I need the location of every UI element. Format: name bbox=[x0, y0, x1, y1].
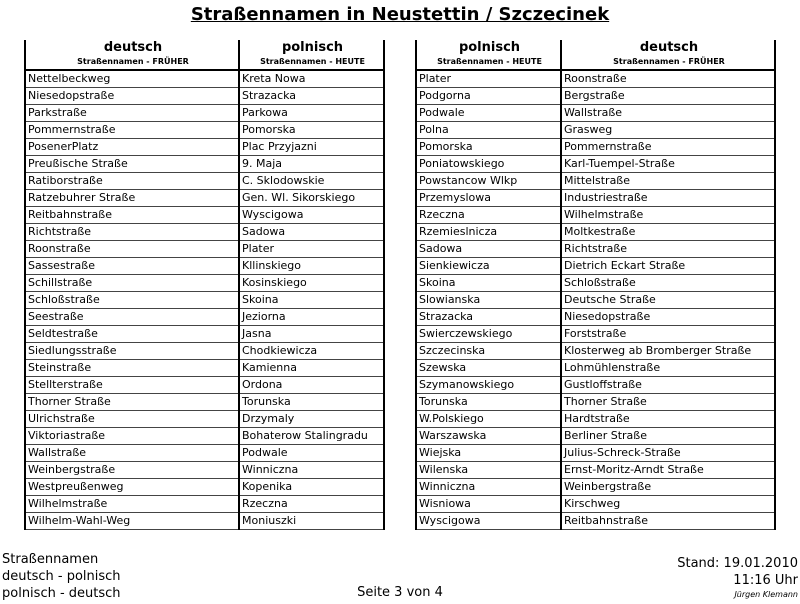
table-row bbox=[416, 496, 775, 513]
table-cell: Julius-Schreck-Straße bbox=[561, 445, 775, 462]
table-cell: Ulrichstraße bbox=[25, 411, 239, 428]
table-cell: Reitbahnstraße bbox=[25, 207, 239, 224]
table-cell: Berliner Straße bbox=[561, 428, 775, 445]
table-cell: Poniatowskiego bbox=[416, 156, 561, 173]
table-cell: Schillstraße bbox=[25, 275, 239, 292]
table-cell: Przemyslowa bbox=[416, 190, 561, 207]
table-cell: Kllinskiego bbox=[239, 258, 384, 275]
table-cell: Plater bbox=[239, 241, 384, 258]
table-cell: Ordona bbox=[239, 377, 384, 394]
table-cell: C. Sklodowskie bbox=[239, 173, 384, 190]
column-header-label: polnisch bbox=[458, 40, 521, 55]
table-cell: Bergstraße bbox=[561, 88, 775, 105]
table-cell: Westpreußenweg bbox=[25, 479, 239, 496]
table-cell: Chodkiewicza bbox=[239, 343, 384, 360]
column-header-label: polnisch bbox=[281, 40, 344, 55]
table-cell: Roonstraße bbox=[561, 70, 775, 88]
page-title: Straßennamen in Neustettin / Szczecinek bbox=[190, 4, 610, 25]
table-cell: Thorner Straße bbox=[25, 394, 239, 411]
table-row bbox=[25, 241, 384, 258]
table-cell: Siedlungsstraße bbox=[25, 343, 239, 360]
table-cell: Rzeczna bbox=[416, 207, 561, 224]
table-cell: Powstancow Wlkp bbox=[416, 173, 561, 190]
table-cell: Winniczna bbox=[416, 479, 561, 496]
table-cell: Skoina bbox=[416, 275, 561, 292]
table-cell: Podwale bbox=[239, 445, 384, 462]
table-row bbox=[416, 292, 775, 309]
table-row bbox=[25, 275, 384, 292]
table-cell: Skoina bbox=[239, 292, 384, 309]
table-row bbox=[25, 343, 384, 360]
table-cell: Kamienna bbox=[239, 360, 384, 377]
table-cell: Forststraße bbox=[561, 326, 775, 343]
table-cell: Szczecinska bbox=[416, 343, 561, 360]
footer-line: polnisch - deutsch bbox=[2, 586, 121, 601]
table-cell: Winniczna bbox=[239, 462, 384, 479]
table-row bbox=[416, 224, 775, 241]
table-row bbox=[25, 445, 384, 462]
table-cell: Kreta Nowa bbox=[239, 70, 384, 88]
table-cell: Richtstraße bbox=[561, 241, 775, 258]
table-cell: Sienkiewicza bbox=[416, 258, 561, 275]
table-row bbox=[25, 462, 384, 479]
table-row bbox=[416, 258, 775, 275]
table-cell: Wallstraße bbox=[25, 445, 239, 462]
table-row bbox=[416, 513, 775, 530]
table-cell: Ratzebuhrer Straße bbox=[25, 190, 239, 207]
table-row bbox=[25, 411, 384, 428]
table-cell: Nettelbeckweg bbox=[25, 70, 239, 88]
table-cell: Dietrich Eckart Straße bbox=[561, 258, 775, 275]
table-row bbox=[25, 224, 384, 241]
table-cell: Rzemieslnicza bbox=[416, 224, 561, 241]
table-cell: Seldtestraße bbox=[25, 326, 239, 343]
table-cell: Podwale bbox=[416, 105, 561, 122]
table-cell: Seestraße bbox=[25, 309, 239, 326]
table-row bbox=[416, 394, 775, 411]
table-cell: Gustloffstraße bbox=[561, 377, 775, 394]
column-header bbox=[561, 40, 775, 70]
table-cell: Ernst-Moritz-Arndt Straße bbox=[561, 462, 775, 479]
table-cell: Sadowa bbox=[416, 241, 561, 258]
street-table-polish-german bbox=[415, 40, 776, 530]
table-cell: Grasweg bbox=[561, 122, 775, 139]
column-header bbox=[239, 40, 384, 70]
table-row bbox=[25, 156, 384, 173]
table-cell: Wiejska bbox=[416, 445, 561, 462]
table-row bbox=[25, 394, 384, 411]
table-cell: Wyscigowa bbox=[239, 207, 384, 224]
column-header bbox=[25, 40, 239, 70]
table-row bbox=[416, 462, 775, 479]
table-cell: Moniuszki bbox=[239, 513, 384, 530]
table-cell: Plater bbox=[416, 70, 561, 88]
table-cell: Viktoriastraße bbox=[25, 428, 239, 445]
table-cell: Sassestraße bbox=[25, 258, 239, 275]
table-row bbox=[416, 173, 775, 190]
column-header-label: deutsch bbox=[103, 40, 163, 55]
table-cell: Swierczewskiego bbox=[416, 326, 561, 343]
table-cell: Lohmühlenstraße bbox=[561, 360, 775, 377]
table-cell: Wallstraße bbox=[561, 105, 775, 122]
table-row bbox=[416, 445, 775, 462]
table-row bbox=[416, 139, 775, 156]
table-cell: Klosterweg ab Bromberger Straße bbox=[561, 343, 775, 360]
table-cell: Mittelstraße bbox=[561, 173, 775, 190]
table-cell: Strazacka bbox=[239, 88, 384, 105]
table-row bbox=[25, 139, 384, 156]
table-cell: Kirschweg bbox=[561, 496, 775, 513]
table-row bbox=[25, 258, 384, 275]
table-cell: Jasna bbox=[239, 326, 384, 343]
table-cell: Wilhelm-Wahl-Weg bbox=[25, 513, 239, 530]
table-cell: Slowianska bbox=[416, 292, 561, 309]
column-header-sub: Straßennamen - FRÜHER bbox=[77, 57, 189, 66]
table-row bbox=[416, 70, 775, 88]
table-cell: Preußische Straße bbox=[25, 156, 239, 173]
table-cell: Stellterstraße bbox=[25, 377, 239, 394]
table-row bbox=[416, 479, 775, 496]
footer-right bbox=[677, 555, 798, 601]
table-cell: Roonstraße bbox=[25, 241, 239, 258]
table-cell: Podgorna bbox=[416, 88, 561, 105]
table-row bbox=[416, 122, 775, 139]
table-cell: Hardtstraße bbox=[561, 411, 775, 428]
footer-author: Jürgen Klemann bbox=[734, 590, 798, 599]
table-row bbox=[25, 428, 384, 445]
table-cell: Kosinskiego bbox=[239, 275, 384, 292]
table-cell: Torunska bbox=[416, 394, 561, 411]
table-row bbox=[416, 156, 775, 173]
table-row bbox=[25, 70, 384, 88]
table-cell: Parkowa bbox=[239, 105, 384, 122]
table-row bbox=[416, 105, 775, 122]
table-row bbox=[416, 241, 775, 258]
table-cell: Karl-Tuempel-Straße bbox=[561, 156, 775, 173]
footer-time: 11:16 Uhr bbox=[733, 573, 798, 588]
table-row bbox=[416, 428, 775, 445]
table-row bbox=[416, 207, 775, 224]
table-row bbox=[25, 479, 384, 496]
table-cell: Reitbahnstraße bbox=[561, 513, 775, 530]
table-row bbox=[416, 190, 775, 207]
column-header-label: deutsch bbox=[639, 40, 699, 55]
table-cell: Moltkestraße bbox=[561, 224, 775, 241]
table-cell: Drzymaly bbox=[239, 411, 384, 428]
table-cell: Pomorska bbox=[239, 122, 384, 139]
table-row bbox=[416, 360, 775, 377]
table-row bbox=[416, 88, 775, 105]
street-table-german-polish bbox=[24, 40, 385, 530]
table-cell: Ratiborstraße bbox=[25, 173, 239, 190]
table-cell: Strazacka bbox=[416, 309, 561, 326]
table-row bbox=[25, 309, 384, 326]
table-cell: Jeziorna bbox=[239, 309, 384, 326]
table-cell: Gen. Wl. Sikorskiego bbox=[239, 190, 384, 207]
footer-line: deutsch - polnisch bbox=[2, 569, 121, 584]
table-row bbox=[25, 190, 384, 207]
table-row bbox=[416, 309, 775, 326]
table-cell: Rzeczna bbox=[239, 496, 384, 513]
table-cell: Niesedopstraße bbox=[561, 309, 775, 326]
table-cell: Pommernstraße bbox=[561, 139, 775, 156]
table-row bbox=[25, 105, 384, 122]
table-cell: Wyscigowa bbox=[416, 513, 561, 530]
table-cell: Niesedopstraße bbox=[25, 88, 239, 105]
table-cell: Warszawska bbox=[416, 428, 561, 445]
table-row bbox=[25, 496, 384, 513]
table-row bbox=[25, 122, 384, 139]
table-cell: Szymanowskiego bbox=[416, 377, 561, 394]
table-row bbox=[416, 377, 775, 394]
table-row bbox=[416, 343, 775, 360]
page-number: Seite 3 von 4 bbox=[357, 585, 443, 600]
footer-line: Straßennamen bbox=[2, 552, 99, 567]
table-cell: Industriestraße bbox=[561, 190, 775, 207]
table-row bbox=[25, 513, 384, 530]
table-cell: 9. Maja bbox=[239, 156, 384, 173]
table-cell: Kopenika bbox=[239, 479, 384, 496]
table-cell: Richtstraße bbox=[25, 224, 239, 241]
table-cell: Weinbergstraße bbox=[561, 479, 775, 496]
column-header-sub: Straßennamen - HEUTE bbox=[260, 57, 365, 66]
table-cell: Pomorska bbox=[416, 139, 561, 156]
table-cell: Schloßstraße bbox=[25, 292, 239, 309]
table-cell: Bohaterow Stalingradu bbox=[239, 428, 384, 445]
table-row bbox=[25, 88, 384, 105]
table-cell: PosenerPlatz bbox=[25, 139, 239, 156]
table-row bbox=[416, 275, 775, 292]
table-cell: Parkstraße bbox=[25, 105, 239, 122]
table-cell: Thorner Straße bbox=[561, 394, 775, 411]
table-cell: Wisniowa bbox=[416, 496, 561, 513]
column-header-sub: Straßennamen - FRÜHER bbox=[613, 57, 725, 66]
table-cell: Torunska bbox=[239, 394, 384, 411]
table-cell: Wilhelmstraße bbox=[25, 496, 239, 513]
table-cell: Plac Przyjazni bbox=[239, 139, 384, 156]
footer-date: Stand: 19.01.2010 bbox=[677, 556, 798, 571]
table-cell: Szewska bbox=[416, 360, 561, 377]
table-cell: Schloßstraße bbox=[561, 275, 775, 292]
table-row bbox=[25, 173, 384, 190]
table-cell: Weinbergstraße bbox=[25, 462, 239, 479]
table-cell: Steinstraße bbox=[25, 360, 239, 377]
table-cell: Pommernstraße bbox=[25, 122, 239, 139]
table-cell: Polna bbox=[416, 122, 561, 139]
table-row bbox=[416, 411, 775, 428]
column-header-sub: Straßennamen - HEUTE bbox=[437, 57, 542, 66]
table-cell: Sadowa bbox=[239, 224, 384, 241]
table-cell: Wilenska bbox=[416, 462, 561, 479]
table-cell: Wilhelmstraße bbox=[561, 207, 775, 224]
table-cell: W.Polskiego bbox=[416, 411, 561, 428]
table-row bbox=[25, 292, 384, 309]
table-row bbox=[416, 326, 775, 343]
table-row bbox=[25, 377, 384, 394]
table-cell: Deutsche Straße bbox=[561, 292, 775, 309]
table-row bbox=[25, 207, 384, 224]
table-row bbox=[25, 326, 384, 343]
table-row bbox=[25, 360, 384, 377]
column-header bbox=[416, 40, 561, 70]
